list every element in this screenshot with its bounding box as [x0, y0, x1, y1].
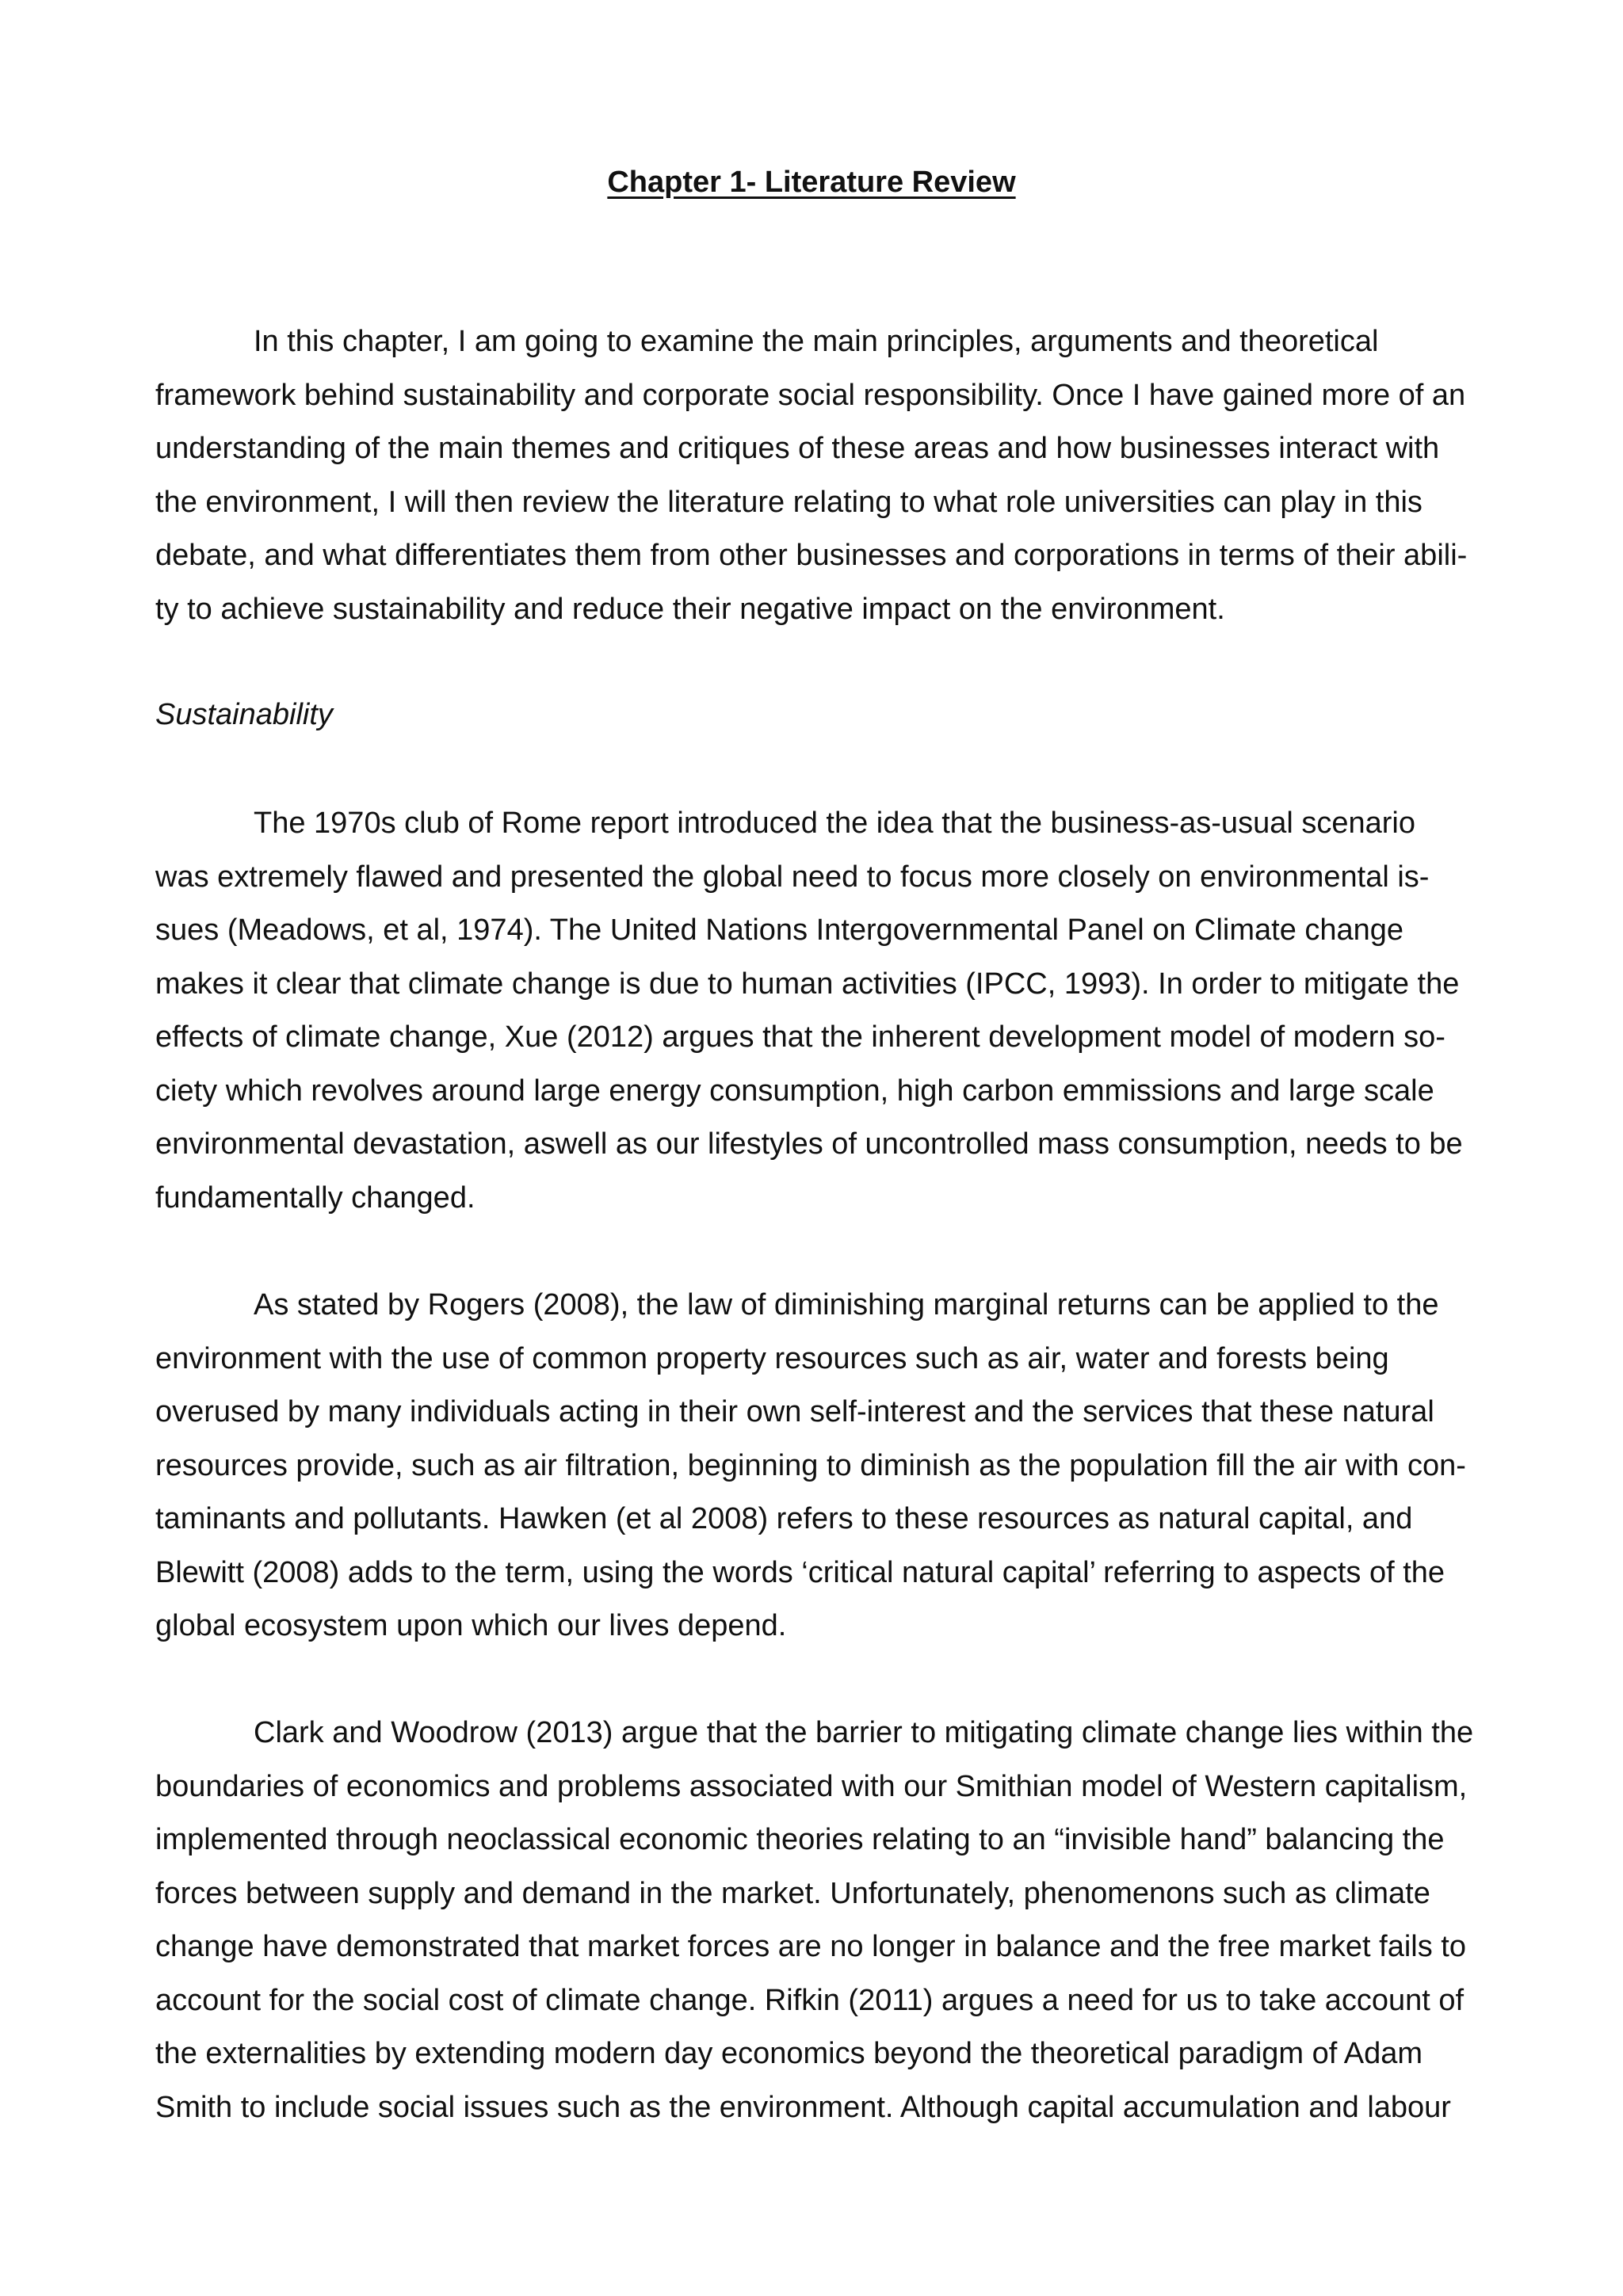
paragraph-line: ciety which revolves around large energy consumption, high carbon emmissions and large scale [155, 1074, 1434, 1108]
paragraph-line: environment with the use of common property resources such as air, water and forests being [155, 1341, 1389, 1375]
paragraph-line: framework behind sustainability and corporate social responsibility. Once I have gained more of an [155, 378, 1466, 412]
paragraph-line: As stated by Rogers (2008), the law of diminishing marginal returns can be applied to the [254, 1288, 1439, 1322]
paragraph-line: understanding of the main themes and critiques of these areas and how businesses interact with [155, 432, 1440, 465]
paragraph-line: Blewitt (2008) adds to the term, using the words ‘critical natural capital’ referring to aspects of the [155, 1555, 1445, 1589]
paragraph-line: was extremely flawed and presented the global need to focus more closely on environmental is- [155, 860, 1430, 894]
paragraph-line: In this chapter, I am going to examine the main principles, arguments and theoretical [254, 325, 1379, 358]
paragraph-line: Clark and Woodrow (2013) argue that the barrier to mitigating climate change lies within the [254, 1716, 1474, 1749]
paragraph-club-of-rome [155, 797, 1487, 1225]
paragraph-line: boundaries of economics and problems associated with our Smithian model of Western capitalism, [155, 1769, 1468, 1803]
paragraph-line: global ecosystem upon which our lives depend. [155, 1609, 787, 1642]
paragraph-line: debate, and what differentiates them from other businesses and corporations in terms of their abili- [155, 539, 1468, 572]
paragraph-line: effects of climate change, Xue (2012) argues that the inherent development model of modern so- [155, 1020, 1445, 1054]
paragraph-line: taminants and pollutants. Hawken (et al 2008) refers to these resources as natural capital, and [155, 1502, 1413, 1535]
paragraph-line: environmental devastation, aswell as our lifestyles of uncontrolled mass consumption, needs to be [155, 1127, 1463, 1161]
paragraph-line: forces between supply and demand in the market. Unfortunately, phenomenons such as climate [155, 1876, 1430, 1910]
paragraph-clark-woodrow [155, 1707, 1487, 2134]
paragraph-line: the environment, I will then review the literature relating to what role universities can play in this [155, 485, 1423, 519]
paragraph-line: makes it clear that climate change is due to human activities (IPCC, 1993). In order to mitigate the [155, 967, 1460, 1001]
chapter-title: Chapter 1- Literature Review [607, 166, 1016, 199]
paragraph-line: ty to achieve sustainability and reduce their negative impact on the environment. [155, 592, 1225, 626]
paragraph-line: Smith to include social issues such as the environment. Although capital accumulation and labour [155, 2090, 1451, 2124]
paragraph-line: sues (Meadows, et al, 1974). The United Nations Intergovernmental Panel on Climate change [155, 913, 1404, 947]
paragraph-line: fundamentally changed. [155, 1180, 475, 1215]
paragraph-line: overused by many individuals acting in their own self-interest and the services that these natural [155, 1395, 1434, 1428]
paragraph-line: the externalities by extending modern day economics beyond the theoretical paradigm of Adam [155, 2037, 1423, 2070]
paragraph-rogers [155, 1279, 1487, 1653]
paragraph-line: The 1970s club of Rome report introduced the idea that the business-as-usual scenario [254, 807, 1415, 840]
paragraph-line: change have demonstrated that market forces are no longer in balance and the free market fails to [155, 1930, 1466, 1963]
paragraph-line: account for the social cost of climate change. Rifkin (2011) argues a need for us to take account of [155, 1983, 1465, 2017]
paragraph-line: implemented through neoclassical economic theories relating to an “invisible hand” balancing the [155, 1823, 1445, 1856]
paragraph-intro [155, 315, 1487, 636]
paragraph-line: resources provide, such as air filtration, beginning to diminish as the population fill the air with con- [155, 1448, 1466, 1482]
section-subheading: Sustainability [155, 698, 333, 731]
